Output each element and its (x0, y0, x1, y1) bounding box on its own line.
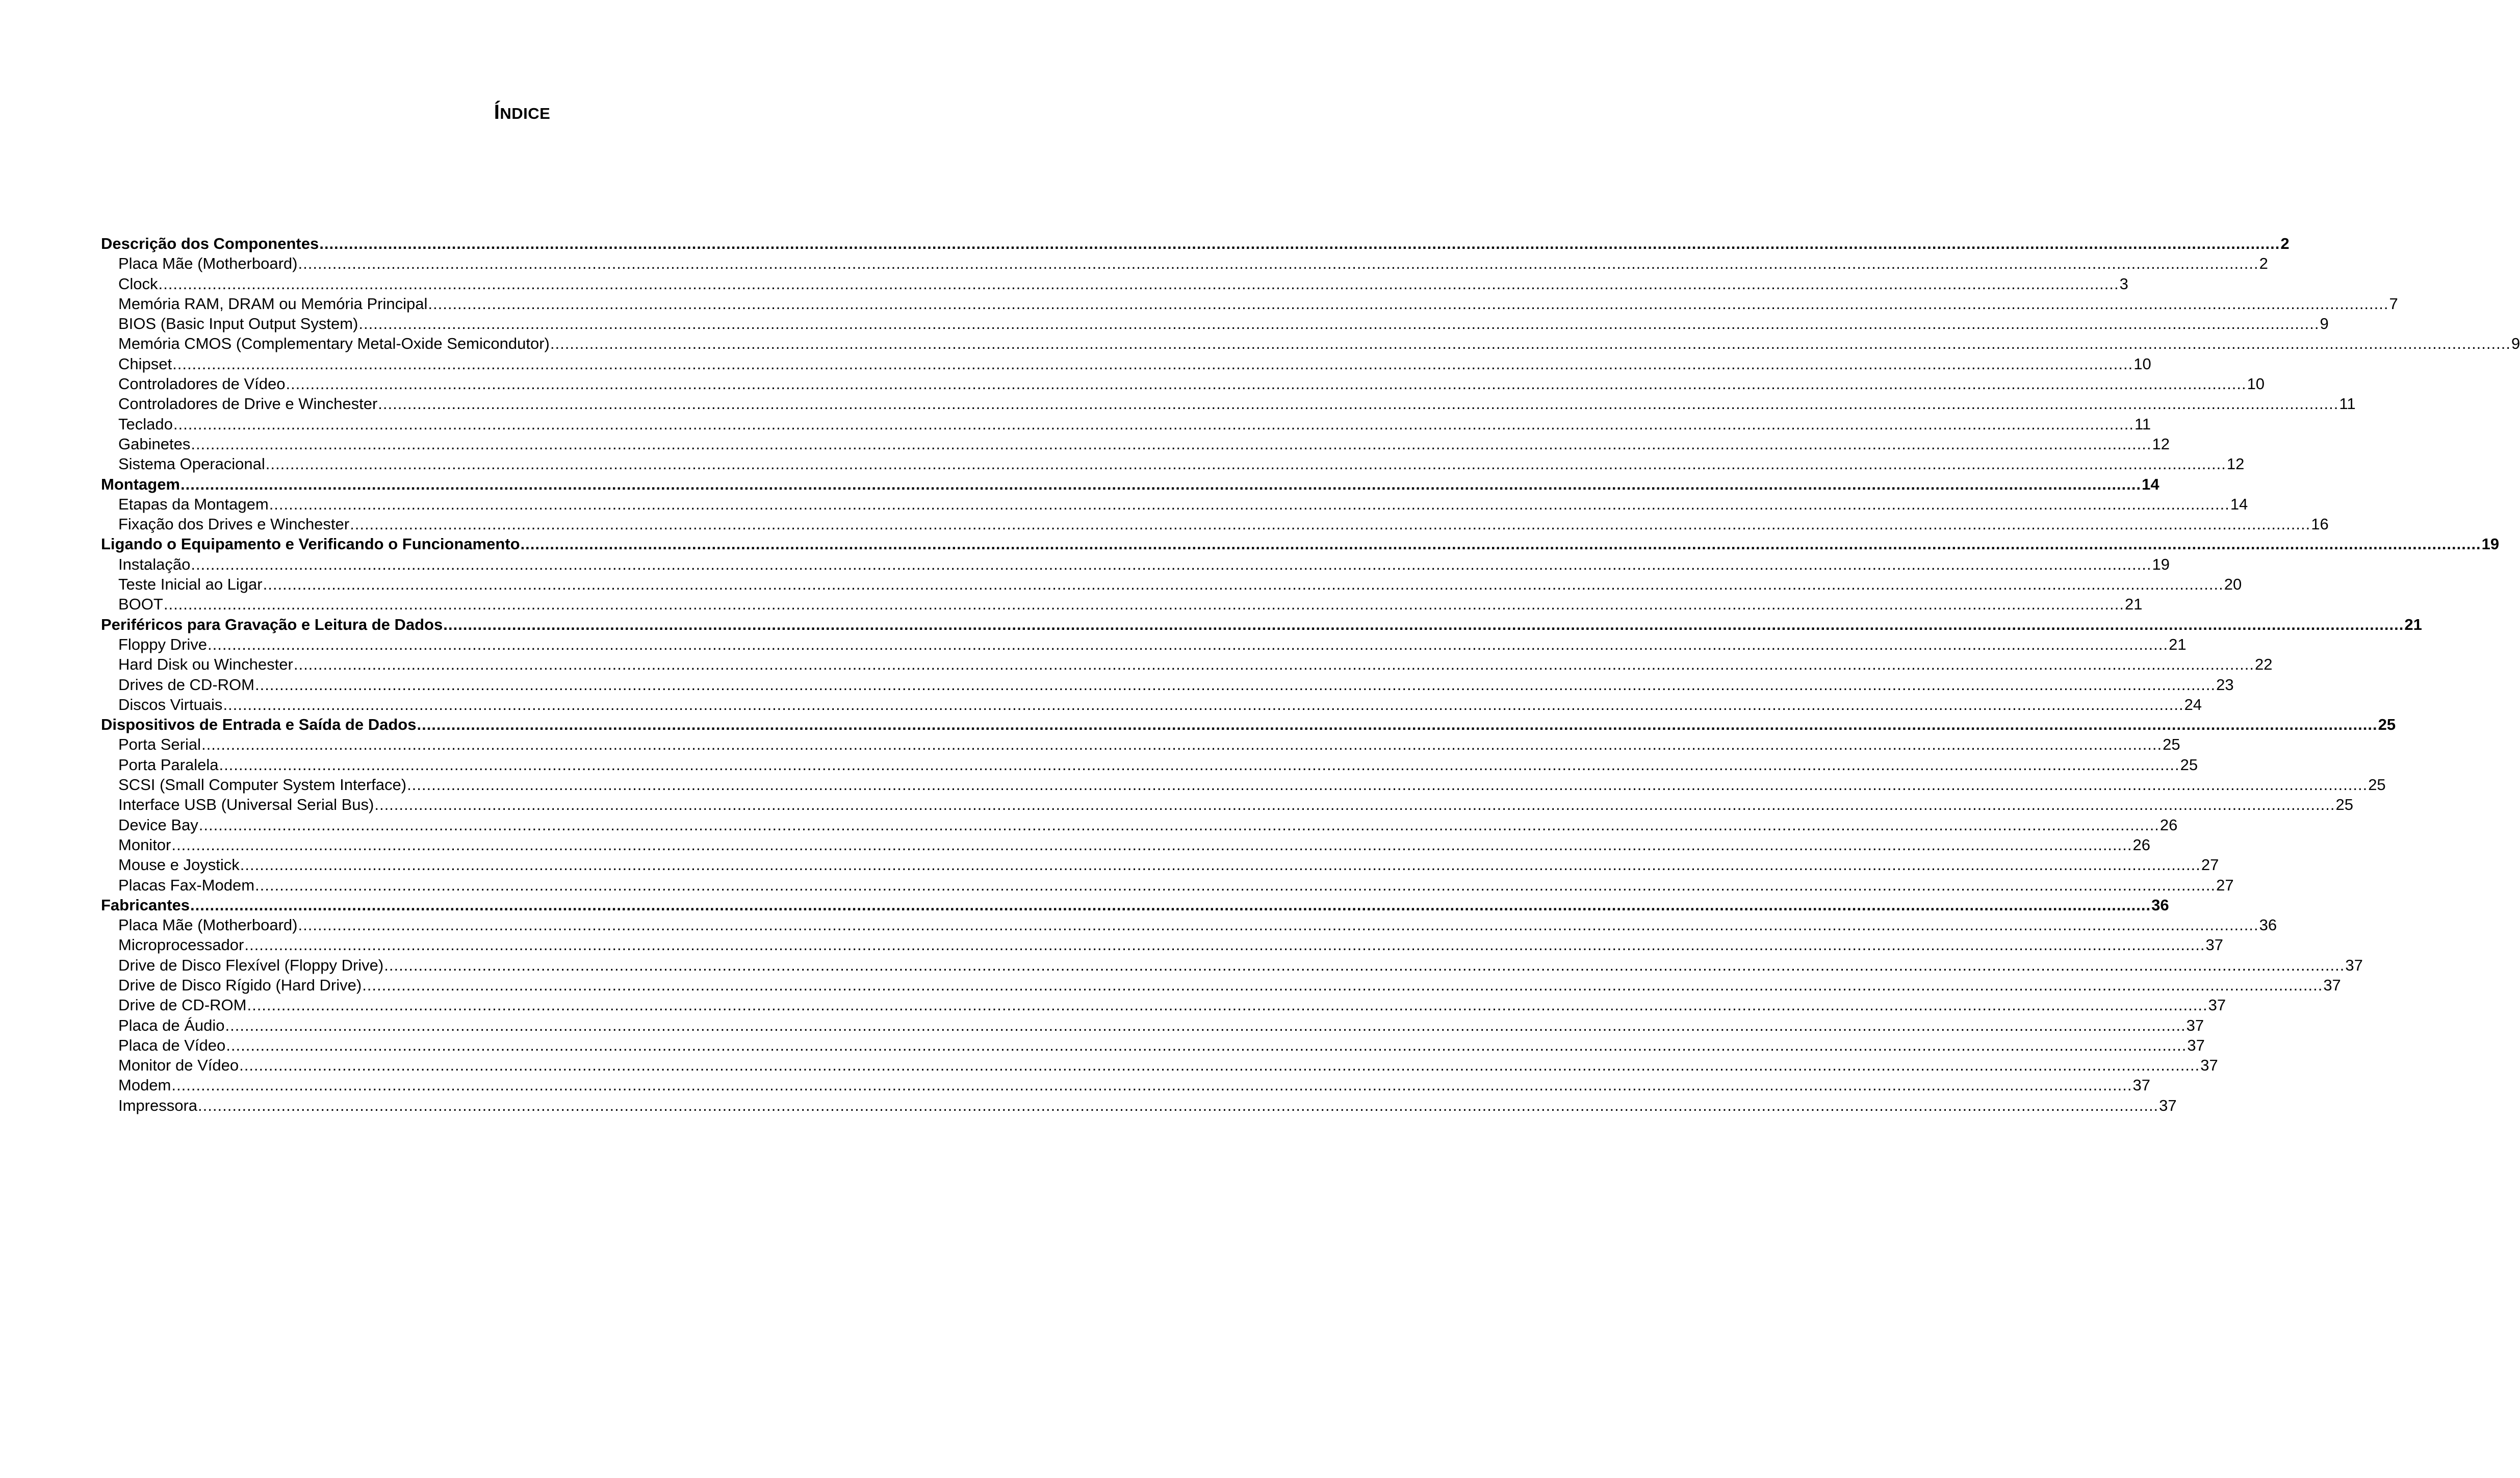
toc-entry-page-number: 7 (2389, 294, 2398, 313)
toc-dot-leader: ................................................................................................................................................................................................................................................................................................................................................................................................................ (350, 515, 2311, 533)
toc-dot-leader: ................................................................................................................................................................................................................................................................................................................................................................................................................ (293, 655, 2254, 674)
toc-subsection-entry[interactable] (101, 1055, 2218, 1075)
toc-entry-label: Placas Fax-Modem (118, 876, 255, 894)
toc-subsection-entry[interactable] (101, 775, 2386, 795)
toc-entry-page-number: 37 (2345, 956, 2363, 974)
toc-entry-page-number: 19 (2152, 555, 2170, 573)
toc-entry-label: Discos Virtuais (118, 695, 223, 713)
toc-dot-leader: ................................................................................................................................................................................................................................................................................................................................................................................................................ (190, 896, 2151, 914)
toc-entry-page-number: 36 (2151, 896, 2169, 914)
toc-entry-page-number: 37 (2323, 976, 2341, 994)
toc-dot-leader: ................................................................................................................................................................................................................................................................................................................................................................................................................ (378, 395, 2339, 413)
toc-dot-leader: ................................................................................................................................................................................................................................................................................................................................................................................................................ (358, 315, 2320, 333)
toc-dot-leader: ................................................................................................................................................................................................................................................................................................................................................................................................................ (247, 996, 2208, 1014)
toc-dot-leader: ................................................................................................................................................................................................................................................................................................................................................................................................................ (254, 675, 2216, 694)
page-title (0, 101, 1044, 124)
toc-entry-page-number: 37 (2132, 1076, 2150, 1094)
toc-entry-page-number: 37 (2200, 1056, 2218, 1075)
toc-dot-leader: ................................................................................................................................................................................................................................................................................................................................................................................................................ (240, 856, 2201, 874)
toc-entry-page-number: 2 (2259, 254, 2268, 273)
toc-entry-page-number: 27 (2216, 876, 2234, 894)
toc-entry-label: Drive de CD-ROM (118, 996, 247, 1014)
toc-entry-page-number: 36 (2259, 916, 2277, 934)
toc-entry-label: Porta Serial (118, 735, 201, 754)
toc-entry-page-number: 9 (2511, 335, 2520, 353)
toc-section-entry[interactable] (101, 534, 2500, 554)
toc-entry-label: Descrição dos Componentes (101, 235, 319, 252)
toc-entry-label: Controladores de Drive e Winchester (118, 395, 378, 413)
toc-entry-page-number: 25 (2335, 796, 2353, 814)
toc-dot-leader: ................................................................................................................................................................................................................................................................................................................................................................................................................ (362, 976, 2323, 994)
toc-entry-page-number: 11 (2339, 395, 2356, 413)
toc-section-entry[interactable] (101, 615, 2422, 634)
toc-dot-leader: ................................................................................................................................................................................................................................................................................................................................................................................................................ (443, 615, 2404, 633)
toc-entry-label: BIOS (Basic Input Output System) (118, 315, 358, 333)
toc-entry-label: Teclado (118, 415, 173, 433)
page-title-initial: Í (494, 101, 500, 123)
toc-entry-label: Memória CMOS (Complementary Metal-Oxide Semicondutor) (118, 335, 550, 353)
toc-entry-page-number: 25 (2180, 755, 2198, 774)
toc-subsection-entry[interactable] (101, 1095, 2177, 1115)
toc-subsection-entry[interactable] (101, 314, 2329, 334)
toc-dot-leader: ................................................................................................................................................................................................................................................................................................................................................................................................................ (225, 1016, 2186, 1034)
toc-entry-page-number: 2 (2280, 235, 2290, 252)
toc-entry-label: Dispositivos de Entrada e Saída de Dados (101, 716, 417, 734)
toc-entry-page-number: 21 (2169, 635, 2187, 653)
toc-subsection-entry[interactable] (101, 915, 2277, 935)
toc-dot-leader: ................................................................................................................................................................................................................................................................................................................................................................................................................ (173, 415, 2134, 433)
toc-entry-page-number: 23 (2216, 675, 2234, 694)
toc-section-entry[interactable] (101, 895, 2169, 915)
toc-dot-leader: ................................................................................................................................................................................................................................................................................................................................................................................................................ (298, 254, 2259, 273)
toc-subsection-entry[interactable] (101, 975, 2341, 995)
toc-dot-leader: ................................................................................................................................................................................................................................................................................................................................................................................................................ (226, 1036, 2187, 1054)
toc-subsection-entry[interactable] (101, 334, 2520, 353)
toc-subsection-entry[interactable] (101, 414, 2151, 434)
toc-subsection-entry[interactable] (101, 815, 2178, 835)
toc-subsection-entry[interactable] (101, 755, 2198, 775)
toc-section-entry[interactable] (101, 234, 2290, 253)
toc-entry-label: Hard Disk ou Winchester (118, 655, 293, 674)
toc-subsection-entry[interactable] (101, 1035, 2205, 1055)
toc-entry-page-number: 19 (2481, 535, 2500, 553)
toc-dot-leader: ................................................................................................................................................................................................................................................................................................................................................................................................................ (171, 1076, 2132, 1094)
toc-dot-leader: ................................................................................................................................................................................................................................................................................................................................................................................................................ (191, 555, 2152, 573)
toc-entry-page-number: 37 (2187, 1036, 2205, 1054)
toc-dot-leader: ................................................................................................................................................................................................................................................................................................................................................................................................................ (374, 796, 2335, 814)
toc-dot-leader: ................................................................................................................................................................................................................................................................................................................................................................................................................ (191, 435, 2152, 453)
toc-subsection-entry[interactable] (101, 955, 2363, 975)
toc-entry-label: Monitor (118, 835, 171, 854)
toc-entry-page-number: 24 (2184, 695, 2202, 713)
toc-dot-leader: ................................................................................................................................................................................................................................................................................................................................................................................................................ (384, 956, 2345, 974)
toc-subsection-entry[interactable] (101, 294, 2398, 314)
toc-entry-page-number: 37 (2159, 1096, 2177, 1114)
toc-entry-page-number: 12 (2152, 435, 2170, 453)
toc-entry-label: Controladores de Vídeo (118, 375, 286, 393)
toc-subsection-entry[interactable] (101, 875, 2234, 895)
toc-subsection-entry[interactable] (101, 434, 2170, 454)
toc-subsection-entry[interactable] (101, 654, 2273, 674)
toc-dot-leader: ................................................................................................................................................................................................................................................................................................................................................................................................................ (181, 475, 2142, 493)
toc-dot-leader: ................................................................................................................................................................................................................................................................................................................................................................................................................ (223, 695, 2184, 713)
toc-entry-label: Placa de Vídeo (118, 1036, 226, 1054)
toc-dot-leader: ................................................................................................................................................................................................................................................................................................................................................................................................................ (198, 816, 2159, 834)
toc-entry-label: Floppy Drive (118, 635, 207, 653)
toc-entry-label: Placa Mãe (Motherboard) (118, 916, 298, 934)
toc-dot-leader: ................................................................................................................................................................................................................................................................................................................................................................................................................ (520, 535, 2481, 553)
toc-dot-leader: ................................................................................................................................................................................................................................................................................................................................................................................................................ (219, 755, 2180, 774)
toc-entry-label: BOOT (118, 595, 163, 614)
toc-entry-page-number: 25 (2368, 776, 2386, 794)
toc-entry-page-number: 22 (2254, 655, 2273, 674)
toc-section-entry[interactable] (101, 474, 2159, 494)
toc-entry-label: Periféricos para Gravação e Leitura de Dados (101, 615, 443, 633)
toc-entry-label: Device Bay (118, 816, 198, 834)
toc-dot-leader: ................................................................................................................................................................................................................................................................................................................................................................................................................ (201, 735, 2163, 754)
toc-entry-label: Fabricantes (101, 896, 190, 914)
toc-dot-leader: ................................................................................................................................................................................................................................................................................................................................................................................................................ (269, 495, 2230, 513)
toc-subsection-entry[interactable] (101, 634, 2187, 654)
toc-entry-page-number: 10 (2133, 354, 2151, 373)
toc-subsection-entry[interactable] (101, 935, 2223, 955)
toc-subsection-entry[interactable] (101, 835, 2150, 855)
toc-subsection-entry[interactable] (101, 695, 2202, 715)
toc-entry-label: Impressora (118, 1096, 198, 1114)
toc-entry-label: Mouse e Joystick (118, 856, 240, 874)
page-title-rest: NDICE (500, 105, 551, 122)
toc-dot-leader: ................................................................................................................................................................................................................................................................................................................................................................................................................ (417, 716, 2378, 734)
toc-subsection-entry[interactable] (101, 855, 2219, 875)
toc-dot-leader: ................................................................................................................................................................................................................................................................................................................................................................................................................ (286, 375, 2247, 393)
toc-section-entry[interactable] (101, 715, 2396, 734)
toc-entry-page-number: 25 (2378, 716, 2396, 734)
toc-entry-page-number: 16 (2311, 515, 2329, 533)
table-of-contents (101, 234, 2520, 1115)
toc-subsection-entry[interactable] (101, 394, 2356, 414)
toc-entry-page-number: 3 (2119, 274, 2128, 293)
toc-entry-label: Drive de Disco Rígido (Hard Drive) (118, 976, 362, 994)
toc-dot-leader: ................................................................................................................................................................................................................................................................................................................................................................................................................ (319, 235, 2280, 252)
toc-dot-leader: ................................................................................................................................................................................................................................................................................................................................................................................................................ (255, 876, 2216, 894)
toc-entry-label: Modem (118, 1076, 171, 1094)
toc-entry-label: Placa de Áudio (118, 1016, 225, 1034)
toc-entry-page-number: 37 (2205, 936, 2223, 954)
toc-dot-leader: ................................................................................................................................................................................................................................................................................................................................................................................................................ (172, 354, 2133, 373)
toc-entry-label: Memória RAM, DRAM ou Memória Principal (118, 294, 428, 313)
toc-entry-page-number: 14 (2230, 495, 2248, 513)
toc-subsection-entry[interactable] (101, 494, 2248, 514)
toc-dot-leader: ................................................................................................................................................................................................................................................................................................................................................................................................................ (263, 575, 2224, 594)
toc-dot-leader: ................................................................................................................................................................................................................................................................................................................................................................................................................ (298, 916, 2259, 934)
toc-entry-page-number: 14 (2142, 475, 2159, 493)
toc-subsection-entry[interactable] (101, 514, 2329, 534)
toc-subsection-entry[interactable] (101, 554, 2170, 574)
toc-entry-label: Porta Paralela (118, 755, 219, 774)
toc-subsection-entry[interactable] (101, 454, 2245, 474)
toc-entry-label: Interface USB (Universal Serial Bus) (118, 796, 374, 814)
toc-subsection-entry[interactable] (101, 1075, 2150, 1095)
toc-entry-page-number: 20 (2224, 575, 2242, 594)
toc-dot-leader: ................................................................................................................................................................................................................................................................................................................................................................................................................ (171, 835, 2132, 854)
toc-dot-leader: ................................................................................................................................................................................................................................................................................................................................................................................................................ (550, 335, 2511, 353)
toc-subsection-entry[interactable] (101, 354, 2151, 374)
toc-entry-page-number: 37 (2208, 996, 2226, 1014)
toc-entry-label: Microprocessador (118, 936, 244, 954)
toc-subsection-entry[interactable] (101, 274, 2128, 294)
toc-dot-leader: ................................................................................................................................................................................................................................................................................................................................................................................................................ (407, 776, 2368, 794)
toc-entry-label: Sistema Operacional (118, 455, 265, 473)
toc-entry-page-number: 10 (2247, 375, 2265, 393)
toc-dot-leader: ................................................................................................................................................................................................................................................................................................................................................................................................................ (265, 455, 2226, 473)
toc-entry-label: SCSI (Small Computer System Interface) (118, 776, 407, 794)
toc-dot-leader: ................................................................................................................................................................................................................................................................................................................................................................................................................ (208, 635, 2169, 653)
toc-entry-label: Etapas da Montagem (118, 495, 269, 513)
toc-subsection-entry[interactable] (101, 594, 2143, 614)
toc-entry-page-number: 21 (2404, 615, 2422, 633)
toc-subsection-entry[interactable] (101, 374, 2265, 394)
toc-entry-label: Chipset (118, 354, 172, 373)
toc-entry-label: Instalação (118, 555, 191, 573)
toc-entry-page-number: 25 (2163, 735, 2180, 754)
toc-dot-leader: ................................................................................................................................................................................................................................................................................................................................................................................................................ (163, 595, 2124, 614)
toc-entry-page-number: 37 (2186, 1016, 2204, 1034)
toc-entry-label: Placa Mãe (Motherboard) (118, 254, 298, 273)
toc-entry-page-number: 11 (2134, 415, 2151, 433)
toc-subsection-entry[interactable] (101, 253, 2268, 273)
toc-entry-label: Teste Inicial ao Ligar (118, 575, 263, 594)
toc-dot-leader: ................................................................................................................................................................................................................................................................................................................................................................................................................ (198, 1096, 2159, 1114)
toc-entry-label: Ligando o Equipamento e Verificando o Funcionamento (101, 535, 520, 553)
toc-entry-page-number: 26 (2159, 816, 2178, 834)
toc-entry-label: Montagem (101, 475, 180, 493)
toc-entry-page-number: 26 (2132, 835, 2150, 854)
toc-dot-leader: ................................................................................................................................................................................................................................................................................................................................................................................................................ (158, 274, 2119, 293)
toc-subsection-entry[interactable] (101, 734, 2180, 754)
toc-subsection-entry[interactable] (101, 574, 2242, 594)
toc-entry-page-number: 27 (2201, 856, 2219, 874)
toc-dot-leader: ................................................................................................................................................................................................................................................................................................................................................................................................................ (244, 936, 2205, 954)
toc-subsection-entry[interactable] (101, 675, 2234, 695)
toc-subsection-entry[interactable] (101, 1015, 2204, 1035)
toc-entry-page-number: 12 (2226, 455, 2245, 473)
toc-entry-page-number: 9 (2320, 315, 2329, 333)
toc-entry-label: Clock (118, 274, 158, 293)
toc-entry-label: Monitor de Vídeo (118, 1056, 239, 1075)
toc-entry-label: Drives de CD-ROM (118, 675, 254, 694)
toc-entry-page-number: 21 (2124, 595, 2143, 614)
toc-entry-label: Gabinetes (118, 435, 191, 453)
toc-dot-leader: ................................................................................................................................................................................................................................................................................................................................................................................................................ (428, 294, 2389, 313)
toc-subsection-entry[interactable] (101, 995, 2226, 1015)
toc-entry-label: Drive de Disco Flexível (Floppy Drive) (118, 956, 384, 974)
toc-dot-leader: ................................................................................................................................................................................................................................................................................................................................................................................................................ (239, 1056, 2200, 1075)
toc-entry-label: Fixação dos Drives e Winchester (118, 515, 350, 533)
toc-subsection-entry[interactable] (101, 795, 2353, 814)
